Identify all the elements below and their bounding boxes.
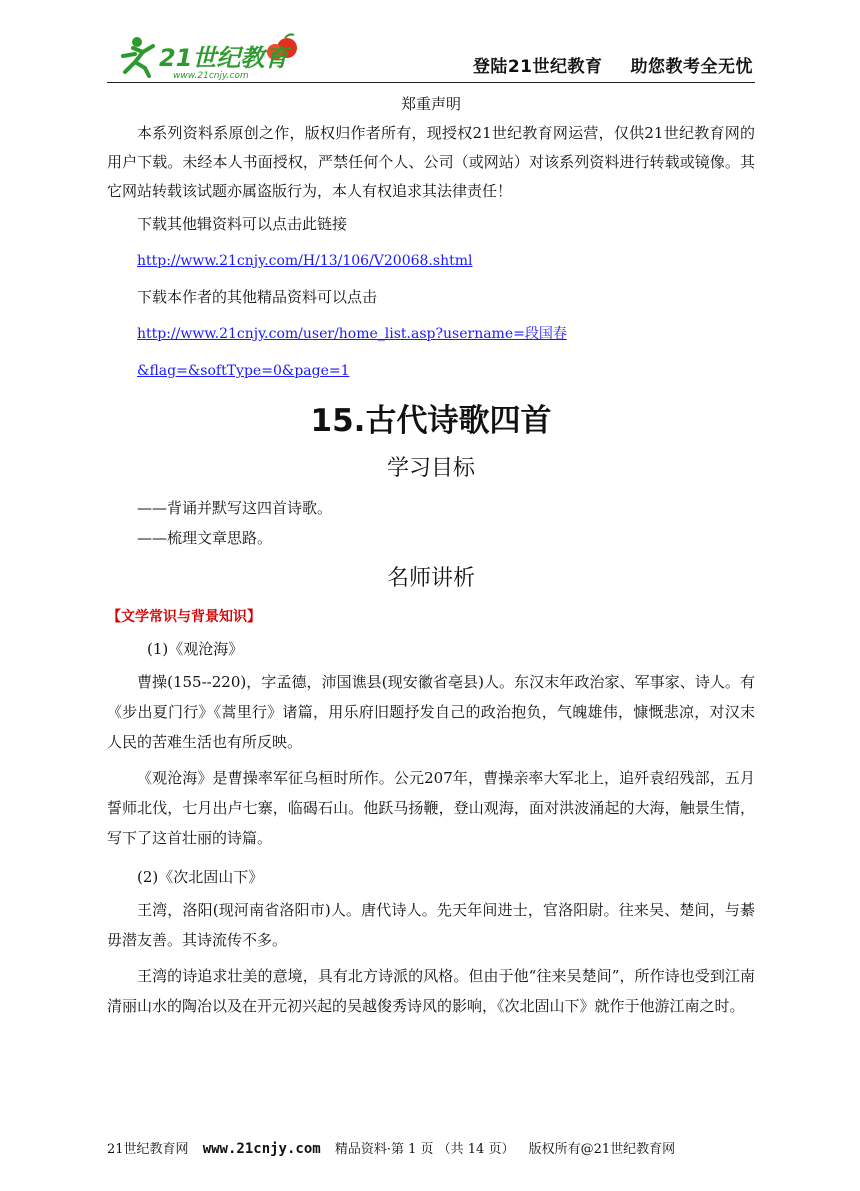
poem-2-background: 王湾的诗追求壮美的意境，具有北方诗派的风格。但由于他“往来吴楚间”，所作诗也受到江南清丽山水的陶冶以及在开元初兴起的吴越俊秀诗风的影响，《次北固山下》就作于他游江南之时。 [107, 967, 755, 1015]
site-logo[interactable] [115, 32, 315, 80]
analysis-title: 名师讲析 [386, 566, 475, 591]
knowledge-heading: 【文学常识与背景知识】 [107, 609, 261, 625]
link-1-line [107, 242, 755, 279]
slogan-left: 登陆21世纪教育 [472, 57, 603, 77]
download-author-text: 下载本作者的其他精品资料可以点击 [137, 288, 378, 306]
lesson-title: 15.古代诗歌四首 [310, 403, 552, 439]
logo-text: 21世纪教育 [159, 44, 289, 72]
slogan-right: 助您教考全无忧 [630, 57, 753, 77]
poem-2-label: (2)《次北固山下》 [137, 868, 264, 886]
footer-site-url[interactable]: www.21cnjy.com [202, 1141, 321, 1157]
document-body [107, 84, 755, 1027]
goals-title: 学习目标 [386, 456, 475, 481]
page-footer [107, 1138, 755, 1157]
logo-url: www.21cnjy.com [173, 71, 249, 80]
poem-1-author: 曹操(155--220)，字孟德，沛国谯县(现安徽省亳县)人。东汉末年政治家、军事家、诗人。有《步出夏门行》《蒿里行》诸篇，用乐府旧题抒发自己的政治抱负，气魄雄伟，慷慨悲凉，对汉末人民的苦难生活也有所反映。 [107, 673, 755, 751]
download-link-1[interactable]: http://www.21cnjy.com/H/13/106/V20068.shtml [137, 253, 473, 269]
statement-title: 郑重声明 [400, 95, 461, 113]
goal-item-1: ——背诵并默写这四首诗歌。 [137, 499, 333, 517]
header-slogan [473, 52, 753, 77]
footer-copyright: 版权所有@21世纪教育网 [528, 1142, 676, 1157]
download-link-2[interactable]: http://www.21cnjy.com/user/home_list.asp?username=段国春&flag=&softType=0&page=1 [137, 326, 567, 379]
poem-2-author: 王湾，洛阳(现河南省洛阳市)人。唐代诗人。先天年间进士，官洛阳尉。往来吴、楚间，与綦毋潜友善。其诗流传不多。 [107, 901, 755, 949]
link-2-line [107, 315, 755, 389]
download-other-text: 下载其他辑资料可以点击此链接 [137, 215, 348, 233]
poem-1-background: 《观沧海》是曹操率军征乌桓时所作。公元207年，曹操亲率大军北上，追歼袁绍残部，五月誓师北伐，七月出卢七寨，临碣石山。他跃马扬鞭，登山观海，面对洪波涌起的大海，触景生情，写下了这首壮丽的诗篇。 [107, 769, 755, 847]
statement-body: 本系列资料系原创之作，版权归作者所有，现授权21世纪教育网运营，仅供21世纪教育网的用户下载。未经本人书面授权，严禁任何个人、公司（或网站）对该系列资料进行转载或镜像。其它网站转载该试题亦属盗版行为，本人有权追求其法律责任！ [107, 124, 755, 200]
goal-item-2: ——梳理文章思路。 [137, 529, 273, 547]
page-header [107, 28, 755, 83]
footer-site-name: 21世纪教育网 [107, 1142, 189, 1157]
poem-1-label: (1)《观沧海》 [147, 640, 244, 658]
footer-page-info: 精品资料·第 1 页 （共 14 页） [334, 1142, 515, 1157]
